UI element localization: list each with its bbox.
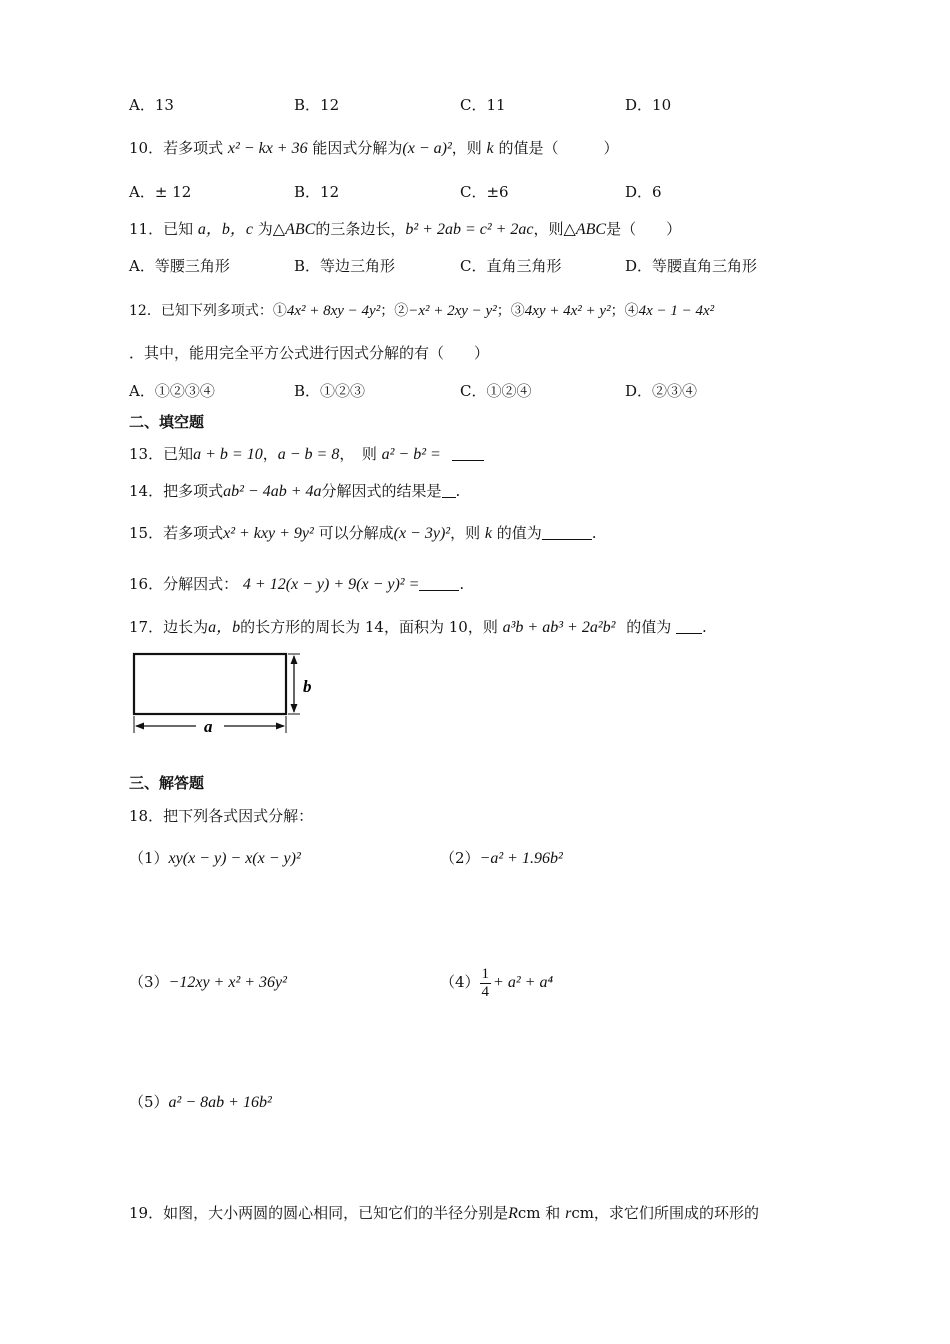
q16-expression: 4 + 12(x − y) + 9(x − y)² = bbox=[242, 576, 420, 593]
question-17 bbox=[129, 617, 707, 638]
q13-eq-3: a² − b² = bbox=[381, 446, 441, 463]
q16-text-a: 分解因式： bbox=[163, 575, 239, 593]
q18-text: 把下列各式因式分解： bbox=[163, 807, 314, 825]
q10-number: 10． bbox=[129, 139, 164, 157]
q19-unit-1: cm 和 bbox=[517, 1204, 561, 1222]
rectangle-figure bbox=[126, 648, 322, 738]
question-19 bbox=[129, 1203, 759, 1224]
q18-number: 18． bbox=[129, 807, 164, 825]
q18-part-3-label: （3） bbox=[129, 973, 169, 991]
q13-eq-2: a − b = 8 bbox=[277, 446, 340, 463]
q13-eq-1: a + b = 10 bbox=[193, 446, 263, 463]
q19-radius-big: R bbox=[508, 1205, 518, 1222]
q15-number: 15． bbox=[129, 524, 164, 542]
q12-sep-2: ；③ bbox=[496, 303, 525, 319]
q18-part-2-expression: −a² + 1.96b² bbox=[479, 850, 563, 867]
q19-text-a: 如图，大小两圆的圆心相同，已知它们的半径分别是 bbox=[163, 1204, 509, 1222]
q14-end: . bbox=[455, 482, 461, 500]
q17-end: . bbox=[701, 618, 707, 636]
fraction-denominator: 4 bbox=[481, 983, 490, 1000]
q15-target: (x − 3y)² bbox=[393, 525, 451, 542]
q10-target: (x − a)² bbox=[402, 140, 452, 157]
q15-variable: k bbox=[484, 525, 492, 542]
q17-answer-blank[interactable] bbox=[676, 619, 702, 634]
q12-number: 12． bbox=[129, 303, 161, 319]
question-14 bbox=[129, 481, 460, 502]
q14-text-b: 分解因式的结果是 bbox=[321, 482, 442, 500]
q11-text-d: ，则 bbox=[533, 220, 564, 238]
q9-option-a: A．13 bbox=[129, 96, 174, 114]
q12-text-a: 已知下列多项式：① bbox=[160, 303, 287, 319]
q15-expression: x² + kxy + 9y² bbox=[223, 525, 314, 542]
q10-variable: k bbox=[486, 140, 494, 157]
q11-text-a: 已知 bbox=[163, 220, 194, 238]
q12-sep-1: ；② bbox=[380, 303, 409, 319]
q9-option-b: B．12 bbox=[294, 96, 340, 114]
q12-poly-4: 4x − 1 − 4x² bbox=[638, 303, 715, 319]
section-fill-in-heading: 二、填空题 bbox=[129, 413, 205, 431]
q10-text-d: 的值是（ ） bbox=[498, 139, 619, 157]
q18-part-1-label: （1） bbox=[129, 849, 169, 867]
q17-text-c: 的值为 bbox=[626, 618, 672, 636]
q16-end: . bbox=[459, 575, 465, 593]
q10-option-c: C．±6 bbox=[460, 183, 509, 201]
section-answer-heading: 三、解答题 bbox=[129, 774, 205, 792]
q18-part-3 bbox=[129, 972, 287, 993]
q14-number: 14． bbox=[129, 482, 164, 500]
q18-part-4-fraction bbox=[480, 966, 492, 1001]
q12-option-b: B．①②③ bbox=[294, 382, 366, 400]
q18-part-4 bbox=[440, 962, 553, 1003]
q15-text-c: ，则 bbox=[450, 524, 481, 542]
q11-number: 11． bbox=[129, 220, 164, 238]
q12-option-a: A．①②③④ bbox=[129, 382, 215, 400]
a-arrow-right bbox=[276, 723, 285, 730]
q11-option-b: B．等边三角形 bbox=[294, 257, 396, 275]
question-16 bbox=[129, 574, 464, 595]
q17-number: 17． bbox=[129, 618, 164, 636]
question-15 bbox=[129, 523, 597, 544]
q12-option-d: D．②③④ bbox=[625, 382, 698, 400]
question-11 bbox=[129, 219, 681, 240]
q10-text-c: ，则 bbox=[451, 139, 482, 157]
q17-vars: a，b bbox=[208, 619, 241, 636]
q12-option-c: C．①②④ bbox=[460, 382, 532, 400]
q18-part-5 bbox=[129, 1092, 272, 1113]
label-a: a bbox=[204, 717, 213, 736]
q12-poly-2: −x² + 2xy − y² bbox=[408, 303, 497, 319]
q13-answer-blank[interactable] bbox=[452, 446, 484, 461]
q10-option-a: A．± 12 bbox=[129, 183, 192, 201]
q11-vars: a，b，c bbox=[197, 221, 253, 238]
q10-option-b: B．12 bbox=[294, 183, 340, 201]
q13-text-a: 已知 bbox=[163, 445, 194, 463]
q18-part-2-label: （2） bbox=[440, 849, 480, 867]
b-arrow-top bbox=[291, 655, 298, 664]
q19-radius-small: r bbox=[565, 1205, 572, 1222]
q15-text-a: 若多项式 bbox=[163, 524, 224, 542]
q11-option-a: A．等腰三角形 bbox=[129, 257, 230, 275]
question-13 bbox=[129, 444, 484, 465]
question-12 bbox=[129, 301, 714, 321]
q11-option-d: D．等腰直角三角形 bbox=[625, 257, 758, 275]
q15-end: . bbox=[591, 524, 597, 542]
q12-poly-3: 4xy + 4x² + y² bbox=[524, 303, 611, 319]
q16-number: 16． bbox=[129, 575, 164, 593]
label-b: b bbox=[303, 677, 312, 696]
q14-text-a: 把多项式 bbox=[163, 482, 224, 500]
q18-part-5-label: （5） bbox=[129, 1093, 169, 1111]
b-arrow-bottom bbox=[291, 704, 298, 713]
q15-text-d: 的值为 bbox=[496, 524, 542, 542]
q11-text-e: 是（ ） bbox=[606, 220, 682, 238]
q11-triangle-2: △ABC bbox=[563, 221, 607, 238]
q13-number: 13． bbox=[129, 445, 164, 463]
q14-expression: ab² − 4ab + 4a bbox=[223, 483, 322, 500]
q12-line-2: ．其中，能用完全平方公式进行因式分解的有（ ） bbox=[129, 344, 490, 362]
rectangle-shape bbox=[134, 654, 286, 714]
fraction-numerator: 1 bbox=[481, 965, 490, 982]
q10-option-d: D．6 bbox=[625, 183, 662, 201]
q18-part-2 bbox=[440, 848, 563, 869]
q10-text-a: 若多项式 bbox=[163, 139, 224, 157]
q18-part-4-label: （4） bbox=[440, 973, 480, 991]
q11-text-c: 的三条边长， bbox=[315, 220, 406, 238]
q13-sep: ， bbox=[262, 445, 278, 463]
q13-text-b: ， 则 bbox=[339, 445, 377, 463]
q11-triangle: △ABC bbox=[272, 221, 316, 238]
q11-option-c: C．直角三角形 bbox=[460, 257, 562, 275]
q18-part-1 bbox=[129, 848, 301, 869]
question-18 bbox=[129, 806, 313, 826]
a-arrow-left bbox=[135, 723, 144, 730]
q19-unit-2: cm，求它们所围成的环形的 bbox=[571, 1204, 759, 1222]
question-10 bbox=[129, 138, 618, 159]
q18-part-3-expression: −12xy + x² + 36y² bbox=[168, 974, 287, 991]
q15-answer-blank[interactable] bbox=[542, 525, 592, 540]
q15-text-b: 可以分解成 bbox=[318, 524, 394, 542]
q18-part-4-expression: + a² + a⁴ bbox=[493, 974, 553, 991]
q17-expression: a³b + ab³ + 2a²b² bbox=[502, 619, 616, 636]
q10-expression: x² − kx + 36 bbox=[227, 140, 308, 157]
q9-option-c: C．11 bbox=[460, 96, 506, 114]
q12-sep-3: ；④ bbox=[610, 303, 639, 319]
q11-text-b: 为 bbox=[257, 220, 273, 238]
q17-text-b: 的长方形的周长为 14，面积为 10，则 bbox=[240, 618, 498, 636]
q18-part-5-expression: a² − 8ab + 16b² bbox=[168, 1094, 272, 1111]
q17-text-a: 边长为 bbox=[163, 618, 209, 636]
q11-expression: b² + 2ab = c² + 2ac bbox=[405, 221, 534, 238]
q14-answer-blank[interactable] bbox=[442, 483, 456, 498]
q10-text-b: 能因式分解为 bbox=[312, 139, 403, 157]
q9-option-d: D．10 bbox=[625, 96, 672, 114]
q16-answer-blank[interactable] bbox=[419, 576, 459, 591]
q12-poly-1: 4x² + 8xy − 4y² bbox=[286, 303, 381, 319]
q18-part-1-expression: xy(x − y) − x(x − y)² bbox=[168, 850, 301, 867]
q19-number: 19． bbox=[129, 1204, 164, 1222]
